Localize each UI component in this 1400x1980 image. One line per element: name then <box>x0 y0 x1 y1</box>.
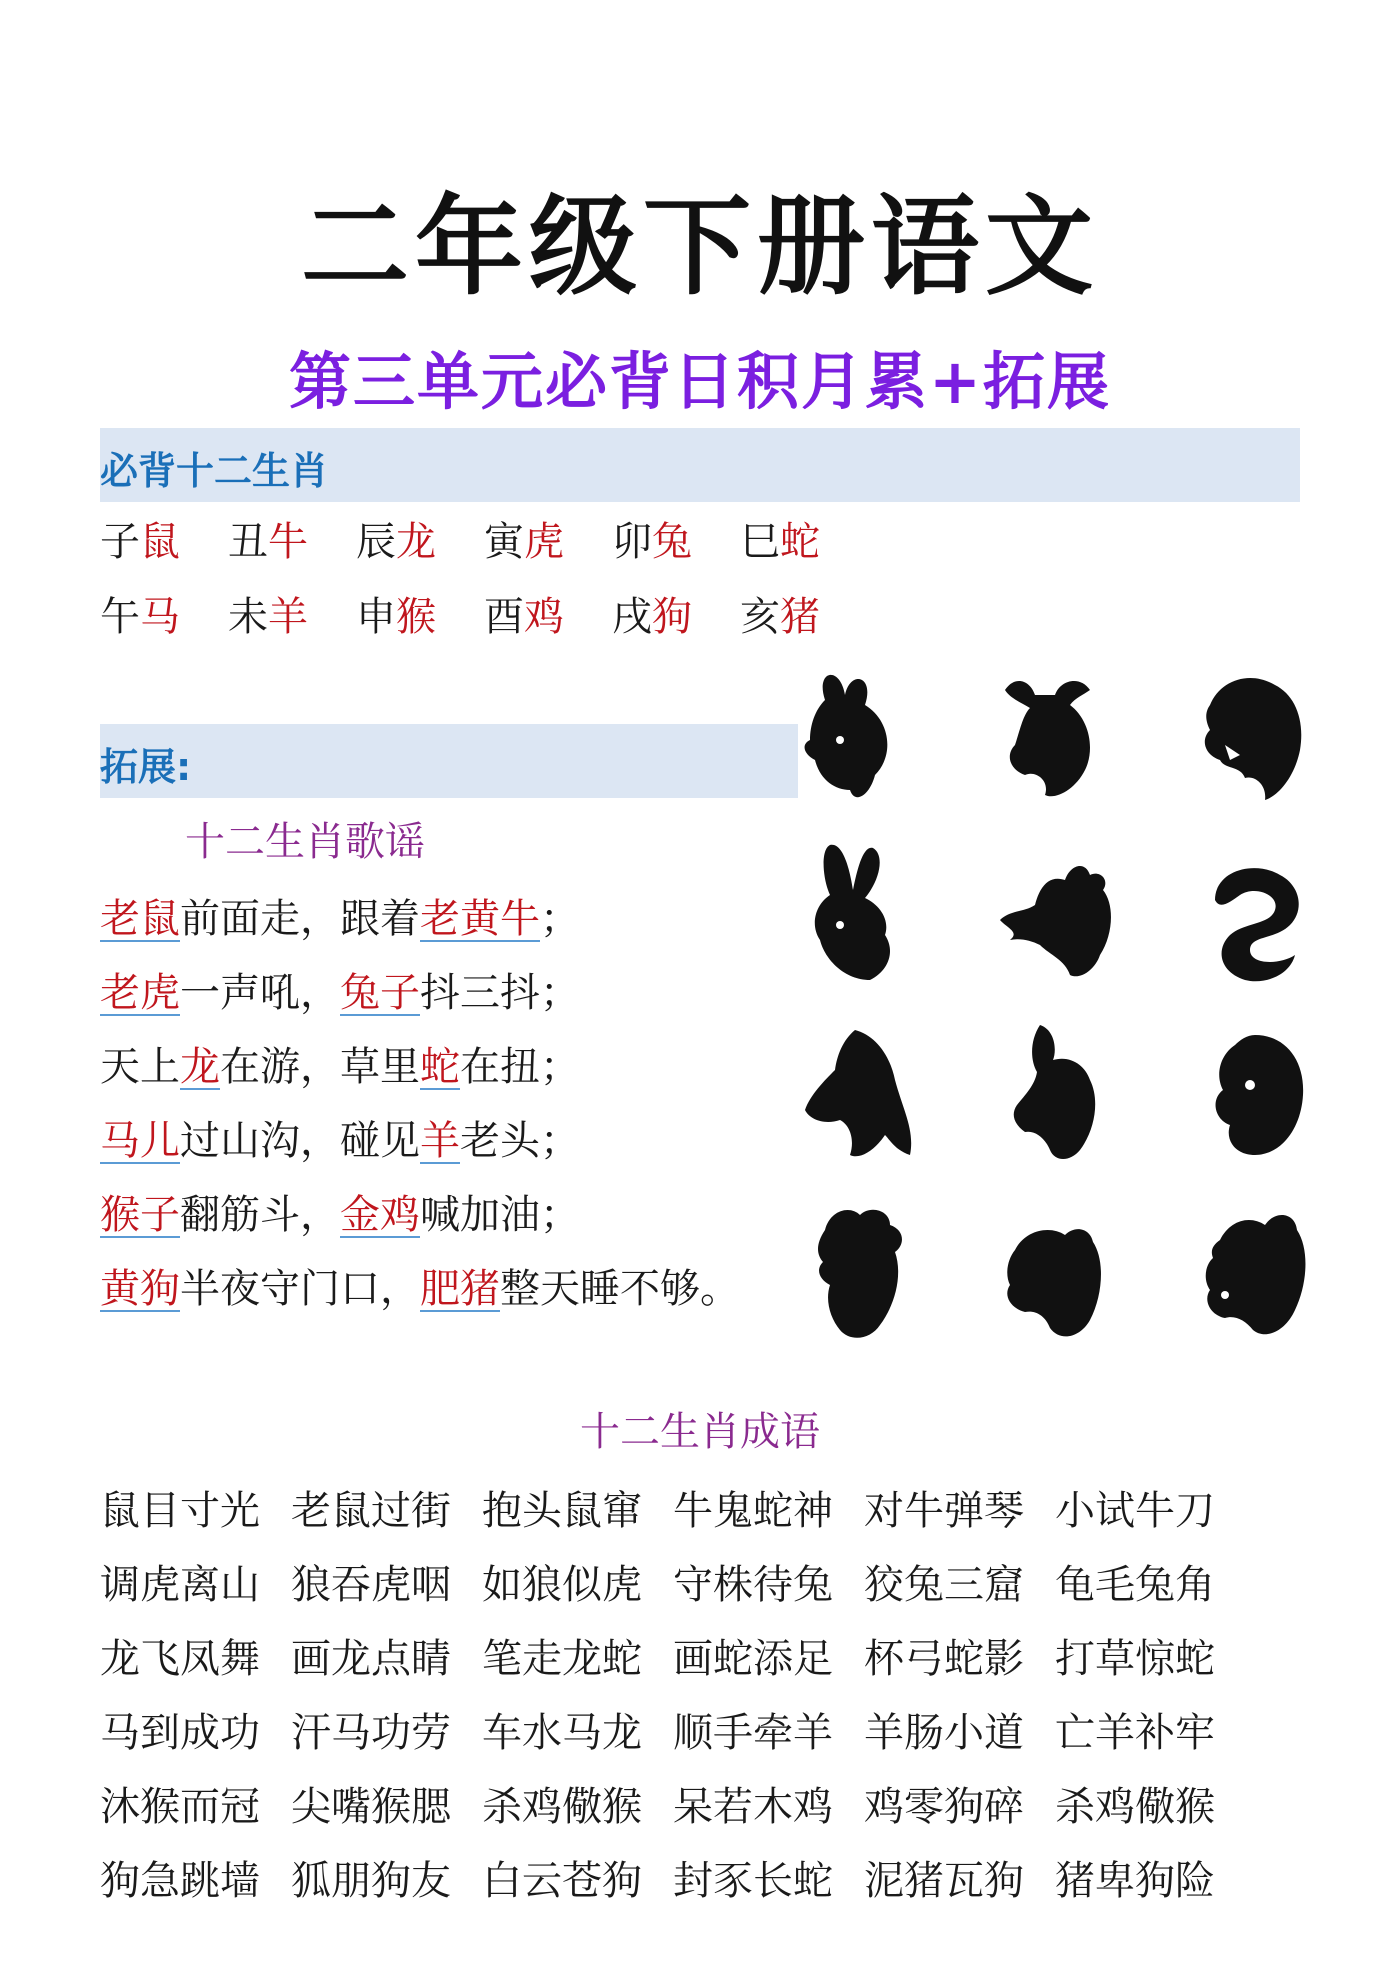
idiom-grid <box>100 1470 1246 1914</box>
zodiac-animal: 狗 <box>652 594 692 640</box>
zodiac-animal: 鸡 <box>524 594 564 640</box>
song-text: 整天睡不够。 <box>500 1266 740 1312</box>
snake-icon <box>1190 840 1320 990</box>
song-text: 在游，草里 <box>220 1044 420 1090</box>
idiom: 老鼠过街 <box>291 1487 451 1534</box>
idiom: 羊肠小道 <box>864 1709 1024 1756</box>
idiom: 狐朋狗友 <box>291 1857 451 1904</box>
song-title: 十二生肖歌谣 <box>185 819 425 865</box>
page-subtitle: 第三单元必背日积月累+拓展 <box>289 345 1111 418</box>
zodiac-animal: 马 <box>140 594 180 640</box>
song-text: 天上 <box>100 1044 180 1090</box>
song-highlight: 蛇 <box>420 1044 460 1090</box>
song-highlight: 老虎 <box>100 970 180 1016</box>
song-text: 在扭； <box>460 1044 580 1090</box>
song-highlight: 肥猪 <box>420 1266 500 1312</box>
zodiac-branch: 申 <box>356 594 396 640</box>
zodiac-row-2 <box>100 585 868 642</box>
song-line <box>100 1104 740 1178</box>
section-bar-extension <box>100 724 798 798</box>
idiom: 杯弓蛇影 <box>864 1635 1024 1682</box>
horse-icon <box>790 1020 920 1170</box>
idiom: 沐猴而冠 <box>100 1783 260 1830</box>
song-line <box>100 1252 740 1326</box>
song-highlight: 黄狗 <box>100 1266 180 1312</box>
section-heading-extension: 拓展: <box>100 745 192 789</box>
idiom-row <box>100 1470 1246 1544</box>
zodiac-item <box>484 510 612 567</box>
dog-icon <box>990 1200 1120 1350</box>
song-text: 一声吼， <box>180 970 340 1016</box>
zodiac-item <box>612 510 740 567</box>
dragon-icon <box>990 840 1120 990</box>
idiom-title: 十二生肖成语 <box>580 1409 820 1455</box>
song-highlight: 老鼠 <box>100 896 180 942</box>
zodiac-animal: 猪 <box>780 594 820 640</box>
idiom: 泥猪瓦狗 <box>864 1857 1024 1904</box>
song-lines <box>100 882 740 1326</box>
song-highlight: 龙 <box>180 1044 220 1090</box>
idiom: 打草惊蛇 <box>1055 1635 1215 1682</box>
song-text: ； <box>540 896 580 942</box>
zodiac-animal: 鼠 <box>140 519 180 565</box>
song-line <box>100 882 740 956</box>
idiom-row <box>100 1766 1246 1840</box>
song-text: 翻筋斗， <box>180 1192 340 1238</box>
zodiac-animal-grid <box>790 660 1350 1360</box>
song-highlight: 马儿 <box>100 1118 180 1164</box>
pig-icon <box>1190 1200 1320 1350</box>
zodiac-animal: 牛 <box>268 519 308 565</box>
song-line <box>100 1030 740 1104</box>
idiom: 尖嘴猴腮 <box>291 1783 451 1830</box>
zodiac-branch: 辰 <box>356 519 396 565</box>
zodiac-animal: 虎 <box>524 519 564 565</box>
zodiac-item <box>100 510 228 567</box>
idiom: 如狼似虎 <box>482 1561 642 1608</box>
song-highlight: 兔子 <box>340 970 420 1016</box>
zodiac-item <box>740 585 868 642</box>
idiom: 马到成功 <box>100 1709 260 1756</box>
zodiac-item <box>740 510 868 567</box>
idiom: 顺手牵羊 <box>673 1709 833 1756</box>
page-title: 二年级下册语文 <box>300 185 1099 310</box>
song-highlight: 金鸡 <box>340 1192 420 1238</box>
rabbit-icon <box>790 840 920 990</box>
zodiac-item <box>228 585 356 642</box>
ox-icon <box>990 660 1120 810</box>
idiom: 小试牛刀 <box>1055 1487 1215 1534</box>
idiom: 龙飞凤舞 <box>100 1635 260 1682</box>
zodiac-animal: 蛇 <box>780 519 820 565</box>
song-highlight: 猴子 <box>100 1192 180 1238</box>
idiom: 车水马龙 <box>482 1709 642 1756</box>
song-text: 老头； <box>460 1118 580 1164</box>
idiom: 抱头鼠窜 <box>482 1487 642 1534</box>
zodiac-branch: 丑 <box>228 519 268 565</box>
idiom: 鼠目寸光 <box>100 1487 260 1534</box>
zodiac-branch: 午 <box>100 594 140 640</box>
song-highlight: 羊 <box>420 1118 460 1164</box>
zodiac-branch: 卯 <box>612 519 652 565</box>
zodiac-branch: 戌 <box>612 594 652 640</box>
zodiac-animal: 龙 <box>396 519 436 565</box>
zodiac-item <box>356 510 484 567</box>
idiom: 笔走龙蛇 <box>482 1635 642 1682</box>
song-text: 过山沟，碰见 <box>180 1118 420 1164</box>
rooster-icon <box>790 1200 920 1350</box>
idiom: 封豕长蛇 <box>673 1857 833 1904</box>
song-highlight: 老黄牛 <box>420 896 540 942</box>
song-line <box>100 956 740 1030</box>
idiom: 画蛇添足 <box>673 1635 833 1682</box>
zodiac-branch: 巳 <box>740 519 780 565</box>
song-text: 半夜守门口， <box>180 1266 420 1312</box>
zodiac-item <box>612 585 740 642</box>
zodiac-row-1 <box>100 510 868 567</box>
idiom: 鸡零狗碎 <box>864 1783 1024 1830</box>
zodiac-item <box>228 510 356 567</box>
idiom-row <box>100 1618 1246 1692</box>
zodiac-item <box>484 585 612 642</box>
idiom: 狼吞虎咽 <box>291 1561 451 1608</box>
idiom: 汗马功劳 <box>291 1709 451 1756</box>
idiom: 猪卑狗险 <box>1055 1857 1215 1904</box>
zodiac-animal: 羊 <box>268 594 308 640</box>
idiom: 龟毛兔角 <box>1055 1561 1215 1608</box>
idiom: 狗急跳墙 <box>100 1857 260 1904</box>
song-text: 前面走，跟着 <box>180 896 420 942</box>
zodiac-branch: 亥 <box>740 594 780 640</box>
idiom-row <box>100 1544 1246 1618</box>
idiom: 呆若木鸡 <box>673 1783 833 1830</box>
zodiac-branch: 未 <box>228 594 268 640</box>
zodiac-branch: 子 <box>100 519 140 565</box>
idiom-row <box>100 1840 1246 1914</box>
idiom: 狡兔三窟 <box>864 1561 1024 1608</box>
zodiac-animal: 兔 <box>652 519 692 565</box>
zodiac-animal: 猴 <box>396 594 436 640</box>
idiom: 调虎离山 <box>100 1561 260 1608</box>
zodiac-branch: 酉 <box>484 594 524 640</box>
idiom-row <box>100 1692 1246 1766</box>
zodiac-item <box>356 585 484 642</box>
song-text: 喊加油； <box>420 1192 580 1238</box>
tiger-icon <box>1190 660 1320 810</box>
rat-icon <box>790 660 920 810</box>
idiom: 画龙点睛 <box>291 1635 451 1682</box>
section-heading-zodiac: 必背十二生肖 <box>100 449 329 493</box>
zodiac-item <box>100 585 228 642</box>
idiom: 杀鸡儆猴 <box>482 1783 642 1830</box>
idiom: 亡羊补牢 <box>1055 1709 1215 1756</box>
idiom: 对牛弹琴 <box>864 1487 1024 1534</box>
song-line <box>100 1178 740 1252</box>
song-text: 抖三抖； <box>420 970 580 1016</box>
monkey-icon <box>1190 1020 1320 1170</box>
idiom: 牛鬼蛇神 <box>673 1487 833 1534</box>
idiom: 杀鸡儆猴 <box>1055 1783 1215 1830</box>
idiom: 守株待兔 <box>673 1561 833 1608</box>
goat-icon <box>990 1020 1120 1170</box>
zodiac-branch: 寅 <box>484 519 524 565</box>
idiom: 白云苍狗 <box>482 1857 642 1904</box>
